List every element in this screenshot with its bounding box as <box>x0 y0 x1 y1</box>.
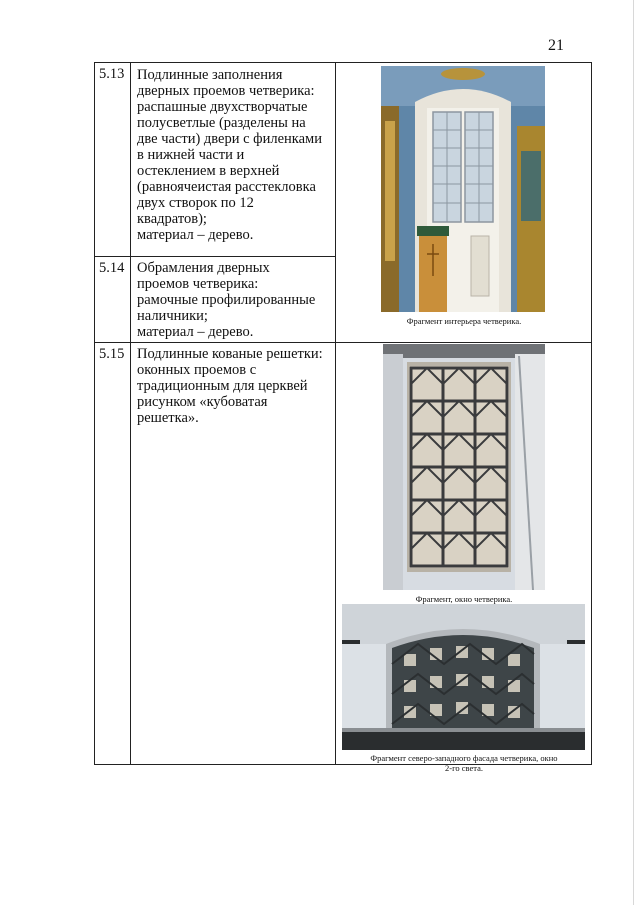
specification-table <box>94 62 592 773</box>
facade-window-photo <box>342 604 585 750</box>
row-description: Обрамления дверных проемов четверика: рамочные профилированные наличники; материал – дерево. <box>137 260 316 340</box>
interior-door-photo <box>381 66 545 312</box>
row-number: 5.13 <box>99 66 125 82</box>
column-divider-photo <box>335 63 336 764</box>
photo-caption: Фрагмент северо-западного фасада четверика, окно 2-го света. <box>370 753 558 773</box>
page-number: 21 <box>548 37 564 54</box>
column-divider-num <box>130 63 131 764</box>
row-number: 5.15 <box>99 346 125 362</box>
window-grille-photo <box>383 344 545 590</box>
page-edge <box>633 0 634 905</box>
row-number: 5.14 <box>99 260 125 276</box>
row-divider-1 <box>95 256 335 257</box>
row-description: Подлинные кованые решетки: оконных проемов с традиционным для церквей рисунком «кубоватая решетка». <box>137 346 323 426</box>
photo-caption: Фрагмент интерьера четверика. <box>406 316 522 326</box>
row-description: Подлинные заполнения дверных проемов четверика: распашные двухстворчатые полусветлые (разделены на две части) двери с филенками в нижней части и остеклением в верхней (равноячеистая расстекловка двух створок по 12 квадратов); материал – дерево. <box>137 67 322 243</box>
row-divider-2 <box>95 342 592 343</box>
photo-caption: Фрагмент, окно четверика. <box>415 594 513 604</box>
